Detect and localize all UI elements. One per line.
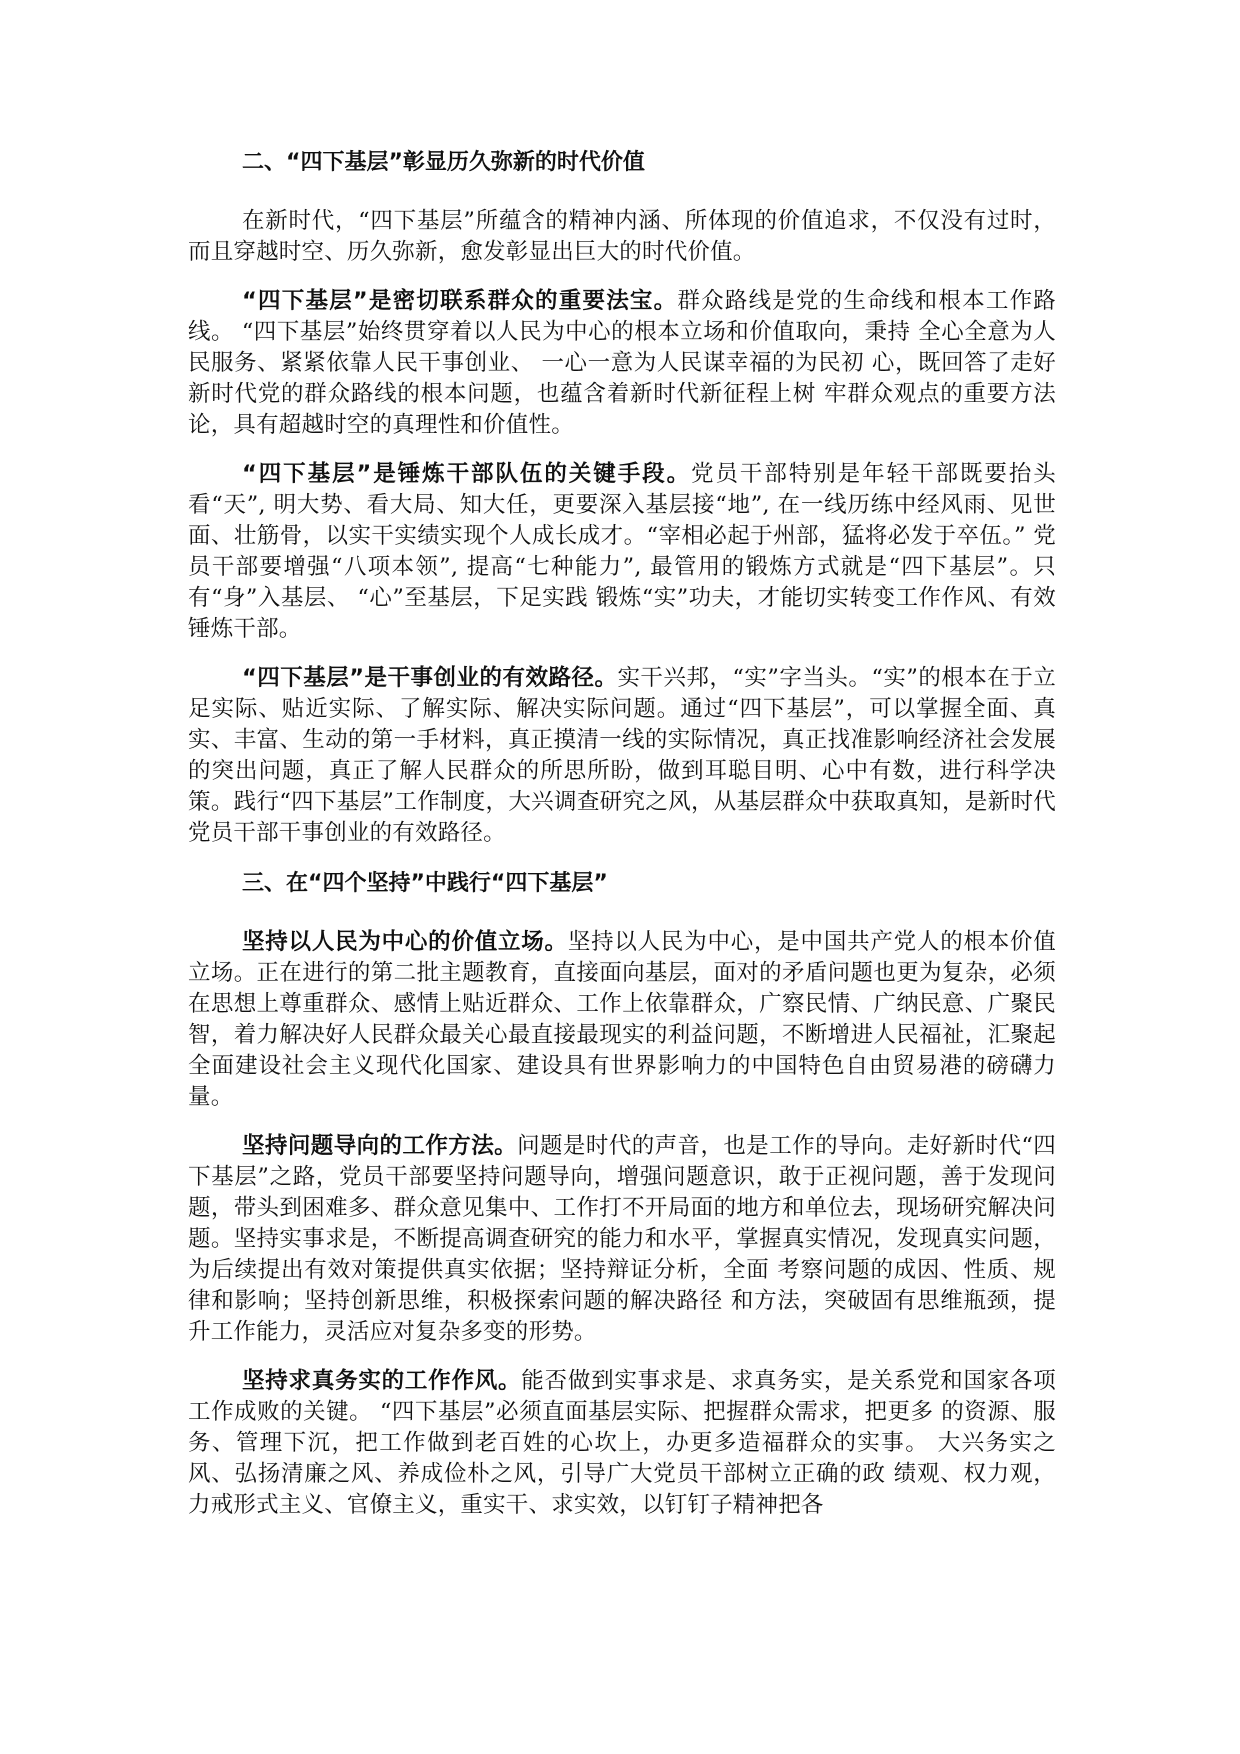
paragraph-body: 实干兴邦，“实”字当头。“实”的根本在于立足实际、贴近实际、了解实际、解决实际问题。通过“四下基层”，可以掌握全面、真实、丰富、生动的第一手材料，真正摸清一线的实际情况，真正找准影响经济社会发展的突出问题，真正了解人民群众的所思所盼，做到耳聪目明、心中有数，进行科学决策。践行“四下基层”工作制度，大兴调查研究之风，从基层群众中获取真知，是新时代党员干部干事创业的有效路径。 <box>188 665 1056 846</box>
paragraph-lead: “四下基层”是干事创业的有效路径。 <box>242 665 618 691</box>
paragraph-body: 能否做到实事求是、求真务实，是关系党和国家各项工作成败的关键。 “四下基层”必须直面基层实际、把握群众需求，把更多 的资源、服务、管理下沉，把工作做到老百姓的心坎上，办更多造福群众的实事。 大兴务实之风、弘扬清廉之风、养成俭朴之风，引导广大党员干部树立正确的政 绩观、权力观，力戒形式主义、官僚主义，重实干、求实效，以钉钉子精神把各 <box>188 1368 1056 1518</box>
section-2-heading: 二、“四下基层”彰显历久弥新的时代价值 <box>242 150 645 175</box>
section-3-heading: 三、在“四个坚持”中践行“四下基层” <box>242 871 608 896</box>
paragraph-lead: “四下基层”是锤炼干部队伍的关键手段。 <box>242 461 692 487</box>
section-2-intro-paragraph: 在新时代，“四下基层”所蕴含的精神内涵、所体现的价值追求，不仅没有过时，而且穿越时空、历久弥新，愈发彰显出巨大的时代价值。 <box>188 208 1056 265</box>
section-2-paragraph-3 <box>188 663 1056 849</box>
paragraph-lead: “四下基层”是密切联系群众的重要法宝。 <box>242 288 678 314</box>
document-page <box>188 146 1056 1539</box>
paragraph-body: 党员干部特别是年轻干部既要抬头看“天”, 明大势、看大局、知大任，更要深入基层接“地”, 在一线历练中经风雨、见世面、壮筋骨，以实干实绩实现个人成长成才。“宰相必起于州部，猛将必发于卒伍。” 党员干部要增强“八项本领”, 提高“七种能力”, 最管用的锻炼方式就是“四下基层”。只有“身”入基层、 “心”至基层，下足实践 锻炼“实”功夫，才能切实转变工作作风、有效锤炼干部。 <box>188 461 1056 642</box>
paragraph-lead: 坚持问题导向的工作方法。 <box>242 1133 518 1159</box>
section-2-paragraph-1 <box>188 286 1056 441</box>
section-3-paragraph-1 <box>188 927 1056 1113</box>
section-3-paragraph-2 <box>188 1131 1056 1348</box>
section-2-paragraph-2 <box>188 459 1056 645</box>
paragraph-lead: 坚持求真务实的工作作风。 <box>242 1368 522 1394</box>
paragraph-body: 群众路线是党的生命线和根本工作路线。 “四下基层”始终贯穿着以人民为中心的根本立场和价值取向，秉持 全心全意为人民服务、紧紧依靠人民干事创业、 一心一意为人民谋幸福的为民初 心，既回答了走好新时代党的群众路线的根本问题，也蕴含着新时代新征程上树 牢群众观点的重要方法论，具有超越时空的真理性和价值性。 <box>188 288 1056 438</box>
section-3-paragraph-3 <box>188 1366 1056 1521</box>
paragraph-body: 坚持以人民为中心，是中国共产党人的根本价值立场。正在进行的第二批主题教育，直接面向基层，面对的矛盾问题也更为复杂，必须在思想上尊重群众、感情上贴近群众、工作上依靠群众，广察民情、广纳民意、广聚民智，着力解决好人民群众最关心最直接最现实的利益问题，不断增进人民福祉，汇聚起全面建设社会主义现代化国家、建设具有世界影响力的中国特色自由贸易港的磅礴力量。 <box>188 929 1056 1110</box>
paragraph-lead: 坚持以人民为中心的价值立场。 <box>242 929 568 955</box>
paragraph-body: 问题是时代的声音，也是工作的导向。走好新时代“四下基层”之路，党员干部要坚持问题导向，增强问题意识，敢于正视问题，善于发现问题，带头到困难多、群众意见集中、工作打不开局面的地方和单位去，现场研究解决问题。坚持实事求是，不断提高调查研究的能力和水平，掌握真实情况，发现真实问题，为后续提出有效对策提供真实依据；坚持辩证分析，全面 考察问题的成因、性质、规律和影响；坚持创新思维，积极探索问题的解决路径 和方法，突破固有思维瓶颈，提升工作能力，灵活应对复杂多变的形势。 <box>188 1133 1056 1345</box>
